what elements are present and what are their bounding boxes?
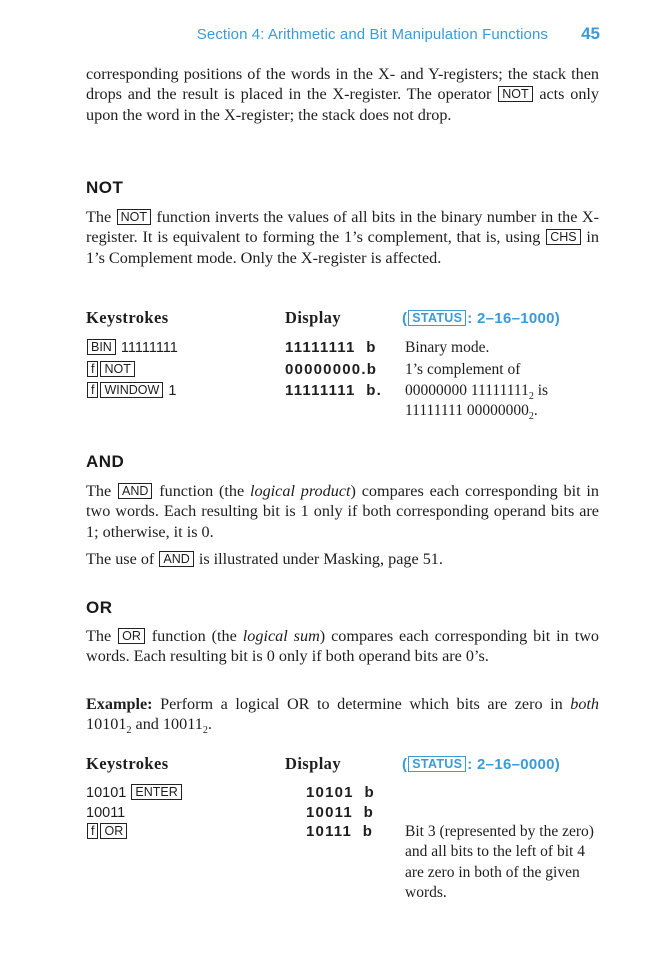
key-enter: ENTER (131, 784, 181, 800)
key-status: STATUS (408, 310, 466, 326)
keystroke-row-2: 10011 (86, 805, 126, 821)
status-header: ( STATUS : 2–16–0000) (402, 756, 561, 773)
desc-row-3: Bit 3 (represented by the zero) and all bits to the left of bit 4 are zero in both of the given words. (405, 823, 594, 902)
col-keystrokes: Keystrokes (86, 754, 169, 773)
key-not: NOT (100, 361, 134, 377)
and-paragraph: The AND function (the logical product) compares each corresponding bit in two words. Each resulting bit is 1 only if both corresponding operand bits are 1; otherwise, it is 0. (86, 482, 599, 541)
page-number: 45 (581, 24, 600, 43)
key-and: AND (159, 551, 193, 567)
key-bin: BIN (87, 339, 116, 355)
col-keystrokes: Keystrokes (86, 308, 169, 327)
key-not: NOT (498, 86, 532, 102)
heading-or: OR (86, 598, 113, 617)
and-usage-paragraph: The use of AND is illustrated under Masking, page 51. (86, 550, 443, 568)
page-header (0, 22, 666, 48)
desc-row-3: 00000000 $11111111_2$ is 11111111 $00000000_2$. (405, 382, 549, 423)
key-chs: CHS (546, 229, 580, 245)
or-paragraph: The OR function (the logical sum) compares each corresponding bit in two words. Each resulting bit is 0 only if both operand bits are 0’s. (86, 627, 599, 666)
display-row-1: 11111111 b (285, 339, 377, 356)
not-paragraph: The NOT function inverts the values of all bits in the binary number in the X-register. It is equivalent to forming the 1’s complement, that is, using CHS in 1’s Complement mode. Only the X-register is affected. (86, 208, 599, 267)
display-row-2: 10011 b (306, 804, 374, 821)
key-or: OR (118, 628, 145, 644)
intro-paragraph: corresponding positions of the words in the X- and Y-registers; the stack then drops and the result is placed in the X-register. The operator NOT acts only upon the word in the X-register; the stack does not drop. (86, 65, 599, 124)
heading-not: NOT (86, 178, 124, 197)
desc-row-1: Binary mode. (405, 339, 490, 356)
keystroke-row-3: f WINDOW 1 (86, 381, 176, 401)
display-row-3: 11111111 b. (285, 382, 383, 399)
key-window: WINDOW (100, 382, 163, 398)
key-not: NOT (117, 209, 151, 225)
or-example: Example: Perform a logical OR to determine which bits are zero in both $10101_2$ and $10011_2$. (86, 695, 599, 737)
section-title: Section 4: Arithmetic and Bit Manipulation Functions (196, 26, 548, 43)
col-display: Display (285, 754, 341, 773)
keystroke-row-2 (86, 360, 136, 380)
key-f: f (87, 382, 98, 398)
desc-row-2: 1’s complement of (405, 361, 521, 378)
display-row-1: 10101 b (306, 784, 375, 801)
key-or: OR (100, 823, 127, 839)
key-f: f (87, 361, 98, 377)
key-f: f (87, 823, 98, 839)
keystroke-row-1: BIN 11111111 (86, 338, 178, 358)
status-header: ( STATUS : 2–16–1000) (402, 310, 561, 327)
keystroke-row-3 (86, 822, 128, 842)
display-row-3: 10111 b (306, 823, 374, 840)
heading-and: AND (86, 452, 125, 471)
display-row-2: 00000000.b (285, 361, 378, 378)
key-status: STATUS (408, 756, 466, 772)
keystroke-row-1: 10101 ENTER (86, 783, 183, 803)
key-and: AND (118, 483, 152, 499)
col-display: Display (285, 308, 341, 327)
